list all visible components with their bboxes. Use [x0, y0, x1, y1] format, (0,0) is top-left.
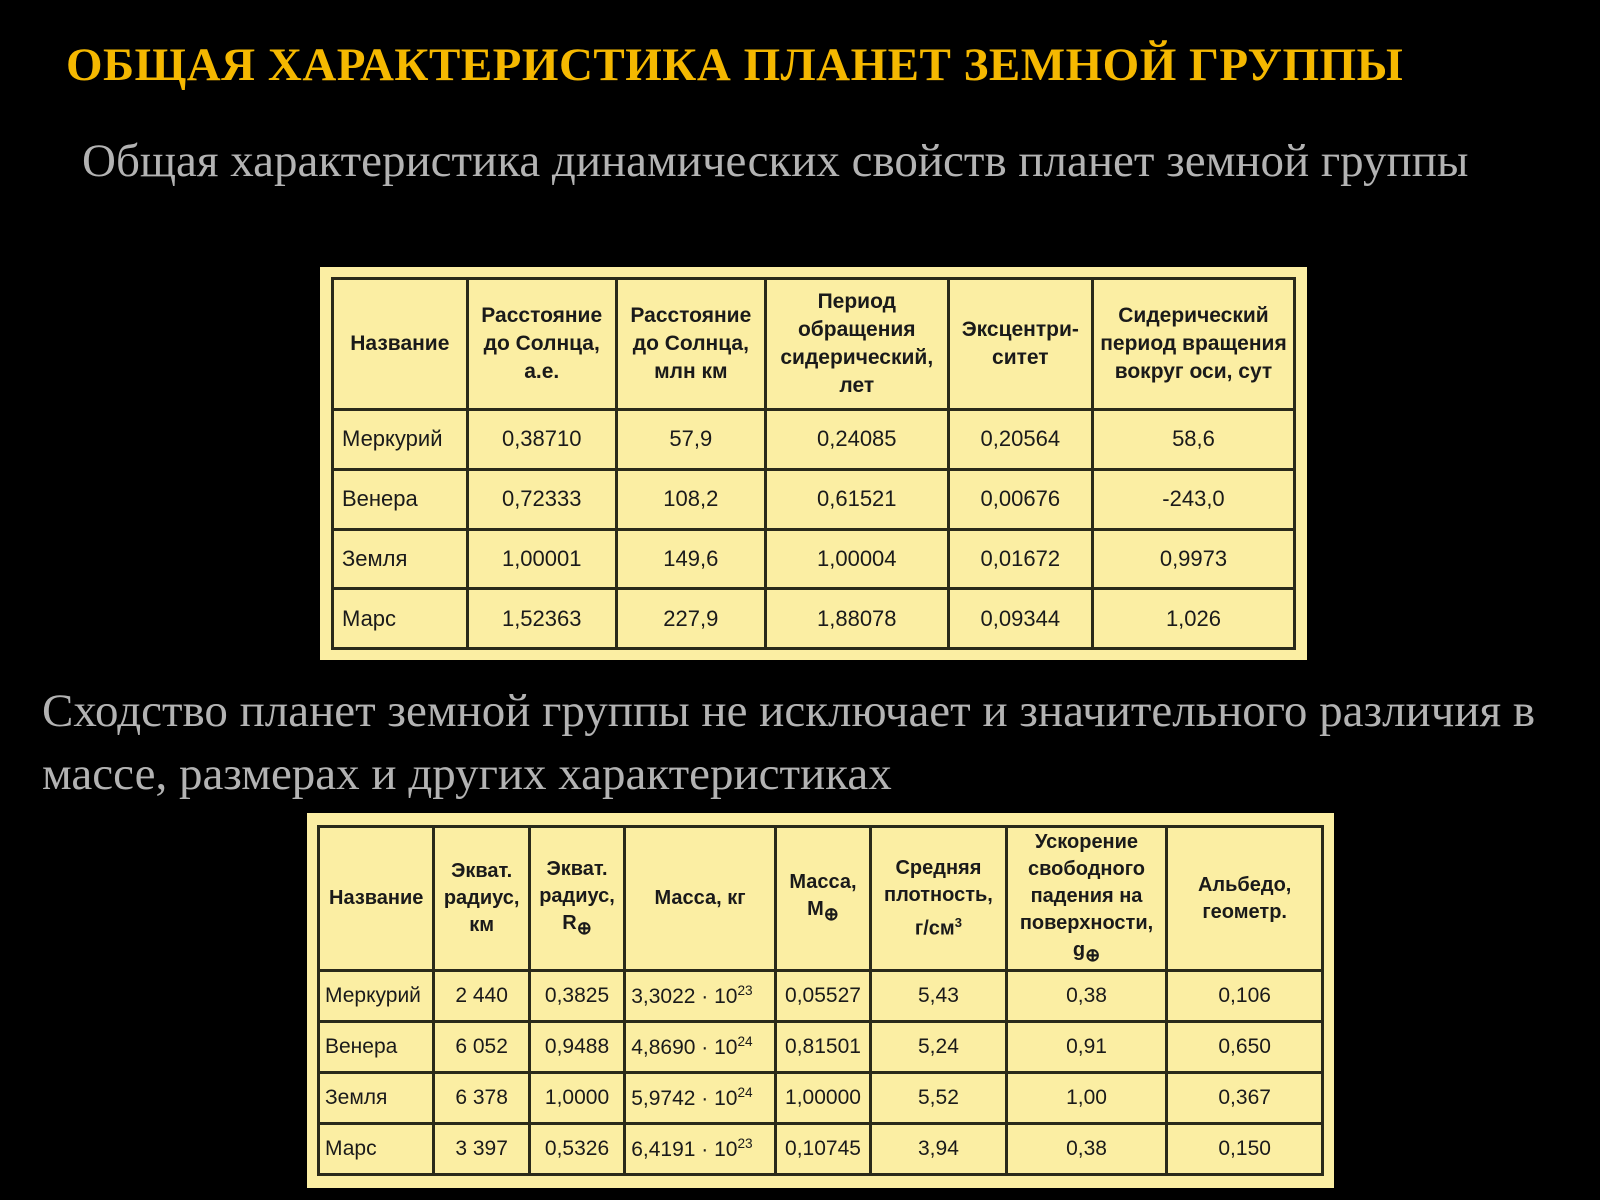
- table-cell: 1,00: [1006, 1073, 1167, 1124]
- table-cell: 108,2: [616, 469, 765, 529]
- table-cell: 0,05527: [775, 971, 870, 1022]
- table-cell: 149,6: [616, 529, 765, 589]
- similarity-paragraph: Сходство планет земной группы не исключает и значительного различия в массе, размерах и других характеристиках: [42, 685, 1536, 800]
- table-cell: 1,00001: [467, 529, 616, 589]
- table-header-row: [319, 827, 1323, 971]
- table-cell: 0,61521: [765, 469, 948, 529]
- table-cell: 5,24: [871, 1022, 1007, 1073]
- header-cell: Ускорение свободного падения на поверхности, $g_\oplus$: [1006, 827, 1167, 971]
- table-cell: 1,0000: [529, 1073, 624, 1124]
- table-cell: Венера: [333, 469, 468, 529]
- table-cell: 2 440: [434, 971, 529, 1022]
- table-row: [319, 1022, 1323, 1073]
- table-cell: 0,01672: [948, 529, 1092, 589]
- slide-title: ОБЩАЯ ХАРАКТЕРИСТИКА ПЛАНЕТ ЗЕМНОЙ ГРУППЫ: [66, 39, 1404, 91]
- table-cell: 0,91: [1006, 1022, 1167, 1073]
- table-cell: 6 052: [434, 1022, 529, 1073]
- table-row: [333, 529, 1295, 589]
- header-cell: Альбедо, геометр.: [1167, 827, 1323, 971]
- table-cell: 57,9: [616, 410, 765, 470]
- table-cell: 0,650: [1167, 1022, 1323, 1073]
- header-cell: Сидерический период вращения вокруг оси, сут: [1092, 279, 1294, 410]
- intro-paragraph: Общая характеристика динамических свойств планет земной группы: [82, 135, 1469, 187]
- earth-symbol-icon: ⊕: [576, 917, 592, 938]
- table-cell: 0,38: [1006, 971, 1167, 1022]
- header-cell: Расстояние до Солнца, млн км: [616, 279, 765, 410]
- header-cell: Экват. радиус, $R_\oplus$: [529, 827, 624, 971]
- table-row: [319, 971, 1323, 1022]
- table-cell: 5,43: [871, 971, 1007, 1022]
- table-cell: Марс: [333, 589, 468, 649]
- table-cell: Марс: [319, 1124, 434, 1175]
- table-cell: 5,52: [871, 1073, 1007, 1124]
- table-header-row: [333, 279, 1295, 410]
- table-row: [333, 589, 1295, 649]
- table-cell: 0,20564: [948, 410, 1092, 470]
- table-cell: 0,10745: [775, 1124, 870, 1175]
- table-cell: -243,0: [1092, 469, 1294, 529]
- table-cell: 0,9973: [1092, 529, 1294, 589]
- table-cell: $4,8690 \cdot 10^{24}$: [625, 1022, 776, 1073]
- table-cell: 1,00004: [765, 529, 948, 589]
- table-row: [319, 1124, 1323, 1175]
- table-cell: Земля: [319, 1073, 434, 1124]
- header-cell: Экват. радиус, км: [434, 827, 529, 971]
- header-cell: Название: [333, 279, 468, 410]
- table-cell: $6,4191 \cdot 10^{23}$: [625, 1124, 776, 1175]
- table-cell: Венера: [319, 1022, 434, 1073]
- header-cell: Эксцентри-ситет: [948, 279, 1092, 410]
- physical-properties-table: [307, 813, 1334, 1188]
- table-cell: 6 378: [434, 1073, 529, 1124]
- table-cell: $5,9742 \cdot 10^{24}$: [625, 1073, 776, 1124]
- table-cell: 0,367: [1167, 1073, 1323, 1124]
- header-cell: Масса, $M_\oplus$: [775, 827, 870, 971]
- earth-symbol-icon: ⊕: [1085, 944, 1101, 965]
- table-cell: 0,38: [1006, 1124, 1167, 1175]
- table-cell: 0,106: [1167, 971, 1323, 1022]
- table-cell: 0,81501: [775, 1022, 870, 1073]
- table-row: [333, 410, 1295, 470]
- table-cell: Меркурий: [319, 971, 434, 1022]
- table-cell: $3,3022 \cdot 10^{23}$: [625, 971, 776, 1022]
- table-cell: 0,38710: [467, 410, 616, 470]
- table-cell: 0,9488: [529, 1022, 624, 1073]
- table-cell: Меркурий: [333, 410, 468, 470]
- table-cell: 1,026: [1092, 589, 1294, 649]
- table-cell: 1,52363: [467, 589, 616, 649]
- table-cell: 1,88078: [765, 589, 948, 649]
- table-cell: 58,6: [1092, 410, 1294, 470]
- table-row: [333, 469, 1295, 529]
- header-cell: Средняя плотность, $г/см^3$: [871, 827, 1007, 971]
- table-cell: 0,00676: [948, 469, 1092, 529]
- header-cell: Название: [319, 827, 434, 971]
- table-cell: 0,09344: [948, 589, 1092, 649]
- table-cell: Земля: [333, 529, 468, 589]
- table-row: [319, 1073, 1323, 1124]
- header-cell: Масса, кг: [625, 827, 776, 971]
- header-cell: Период обращения сидерический, лет: [765, 279, 948, 410]
- table-cell: 3,94: [871, 1124, 1007, 1175]
- table-cell: 227,9: [616, 589, 765, 649]
- dynamic-properties-table: [320, 267, 1307, 660]
- table-cell: 0,150: [1167, 1124, 1323, 1175]
- table-cell: 3 397: [434, 1124, 529, 1175]
- table-cell: 0,24085: [765, 410, 948, 470]
- earth-symbol-icon: ⊕: [823, 904, 839, 924]
- table-cell: 1,00000: [775, 1073, 870, 1124]
- table-cell: 0,3825: [529, 971, 624, 1022]
- table-cell: 0,5326: [529, 1124, 624, 1175]
- header-cell: Расстояние до Солнца, а.е.: [467, 279, 616, 410]
- table-cell: 0,72333: [467, 469, 616, 529]
